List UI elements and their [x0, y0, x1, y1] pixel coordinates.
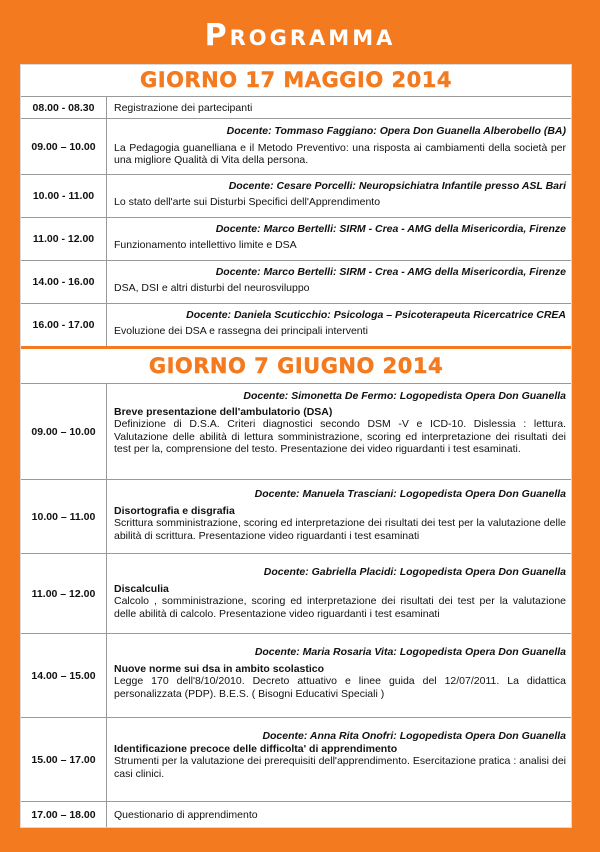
session-teacher: Docente: Cesare Porcelli: Neuropsichiatra Infantile presso ASL Bari: [228, 180, 566, 192]
session-time: 10.00 - 11.00: [21, 175, 107, 217]
session-description: DSA, DSI e altri disturbi del neurosviluppo: [114, 281, 310, 294]
session-time: 08.00 - 08.30: [21, 97, 107, 118]
session-topic: Breve presentazione dell'ambulatorio (DSA): [114, 405, 333, 418]
session-time: 17.00 – 18.00: [21, 802, 107, 827]
session-time: 11.00 - 12.00: [21, 218, 107, 260]
session-row: [21, 217, 571, 260]
session-row: [21, 479, 571, 553]
session-description: Strumenti per la valutazione dei prerequisiti dell'apprendimento. Esercitazione pratica : analisi dei casi clinici.: [114, 755, 566, 780]
session-description: La Pedagogia guanelliana e il Metodo Preventivo: una risposta ai cambiamenti della società per una migliore Qualità di Vita della persona.: [114, 141, 566, 167]
session-time: 16.00 - 17.00: [21, 304, 107, 346]
day-header: GIORNO 17 MAGGIO 2014: [140, 68, 452, 92]
session-description: Questionario di apprendimento: [114, 809, 258, 822]
session-row: [21, 303, 571, 346]
session-teacher: Docente: Maria Rosaria Vita: Logopedista Opera Don Guanella: [254, 646, 566, 658]
session-teacher: Docente: Daniela Scuticchio: Psicologa – Psicoterapeuta Ricercatrice CREA: [186, 309, 566, 321]
session-time: 14.00 - 16.00: [21, 261, 107, 303]
session-teacher: Docente: Marco Bertelli: SIRM - Crea - AMG della Misericordia, Firenze: [215, 266, 566, 278]
session-row: [21, 260, 571, 303]
session-row: [21, 553, 571, 633]
session-description: Scrittura somministrazione, scoring ed interpretazione dei risultati dei test per la valutazione delle abilità di scrittura. Presentazione video riguardanti i test esaminati: [114, 517, 566, 542]
session-description: Definizione di D.S.A. Criteri diagnostici secondo DSM -V e ICD-10. Dislessia : lettura. Valutazione delle abilità di lettura somministrazione, scoring ed interpretazione dei risultati dei test per la, comprensione del testo. Presentazione dei video riguardanti i test esaminati.: [114, 418, 566, 456]
session-teacher: Docente: Gabriella Placidi: Logopedista Opera Don Guanella: [263, 566, 566, 578]
session-time: 10.00 – 11.00: [21, 480, 107, 553]
program-panel: [20, 64, 572, 828]
session-topic: Identificazione precoce delle difficolta' di apprendimento: [114, 742, 398, 755]
session-row: [21, 96, 571, 118]
session-teacher: Docente: Marco Bertelli: SIRM - Crea - AMG della Misericordia, Firenze: [215, 223, 566, 235]
session-description: Registrazione dei partecipanti: [114, 102, 253, 115]
session-teacher: Docente: Simonetta De Fermo: Logopedista Opera Don Guanella: [243, 390, 566, 402]
session-row: [21, 801, 571, 827]
session-time: 09.00 – 10.00: [21, 119, 107, 174]
session-time: 09.00 – 10.00: [21, 384, 107, 479]
session-time: 14.00 – 15.00: [21, 634, 107, 717]
session-time: 15.00 – 17.00: [21, 718, 107, 801]
session-row: [21, 174, 571, 217]
session-topic: Disortografia e disgrafia: [114, 504, 235, 517]
session-row: [21, 383, 571, 479]
session-teacher: Docente: Tommaso Faggiano: Opera Don Guanella Alberobello (BA): [226, 125, 566, 137]
session-topic: Nuove norme sui dsa in ambito scolastico: [114, 662, 325, 675]
session-teacher: Docente: Anna Rita Onofri: Logopedista Opera Don Guanella: [262, 730, 566, 742]
session-row: [21, 118, 571, 174]
session-description: Lo stato dell'arte sui Disturbi Specifici dell'Apprendimento: [114, 195, 381, 208]
session-description: Evoluzione dei DSA e rassegna dei principali interventi: [114, 324, 368, 337]
page-title: Programma: [204, 18, 396, 53]
session-time: 11.00 – 12.00: [21, 554, 107, 633]
session-description: Funzionamento intellettivo limite e DSA: [114, 238, 297, 251]
day-header: GIORNO 7 GIUGNO 2014: [148, 354, 444, 378]
session-row: [21, 717, 571, 801]
session-teacher: Docente: Manuela Trasciani: Logopedista Opera Don Guanella: [254, 488, 566, 500]
session-topic: Discalculia: [114, 582, 169, 595]
session-description: Calcolo , somministrazione, scoring ed interpretazione dei risultati dei test per la valutazione delle abilità di calcolo. Presentazione video riguardanti i test esaminati: [114, 595, 566, 620]
day-separator: [21, 346, 571, 349]
session-row: [21, 633, 571, 717]
session-description: Legge 170 dell'8/10/2010. Decreto attuativo e linee guida del 12/07/2011. La didattica personalizzata (PDP). B.E.S. ( Bisogni Educativi Speciali ): [114, 675, 566, 700]
